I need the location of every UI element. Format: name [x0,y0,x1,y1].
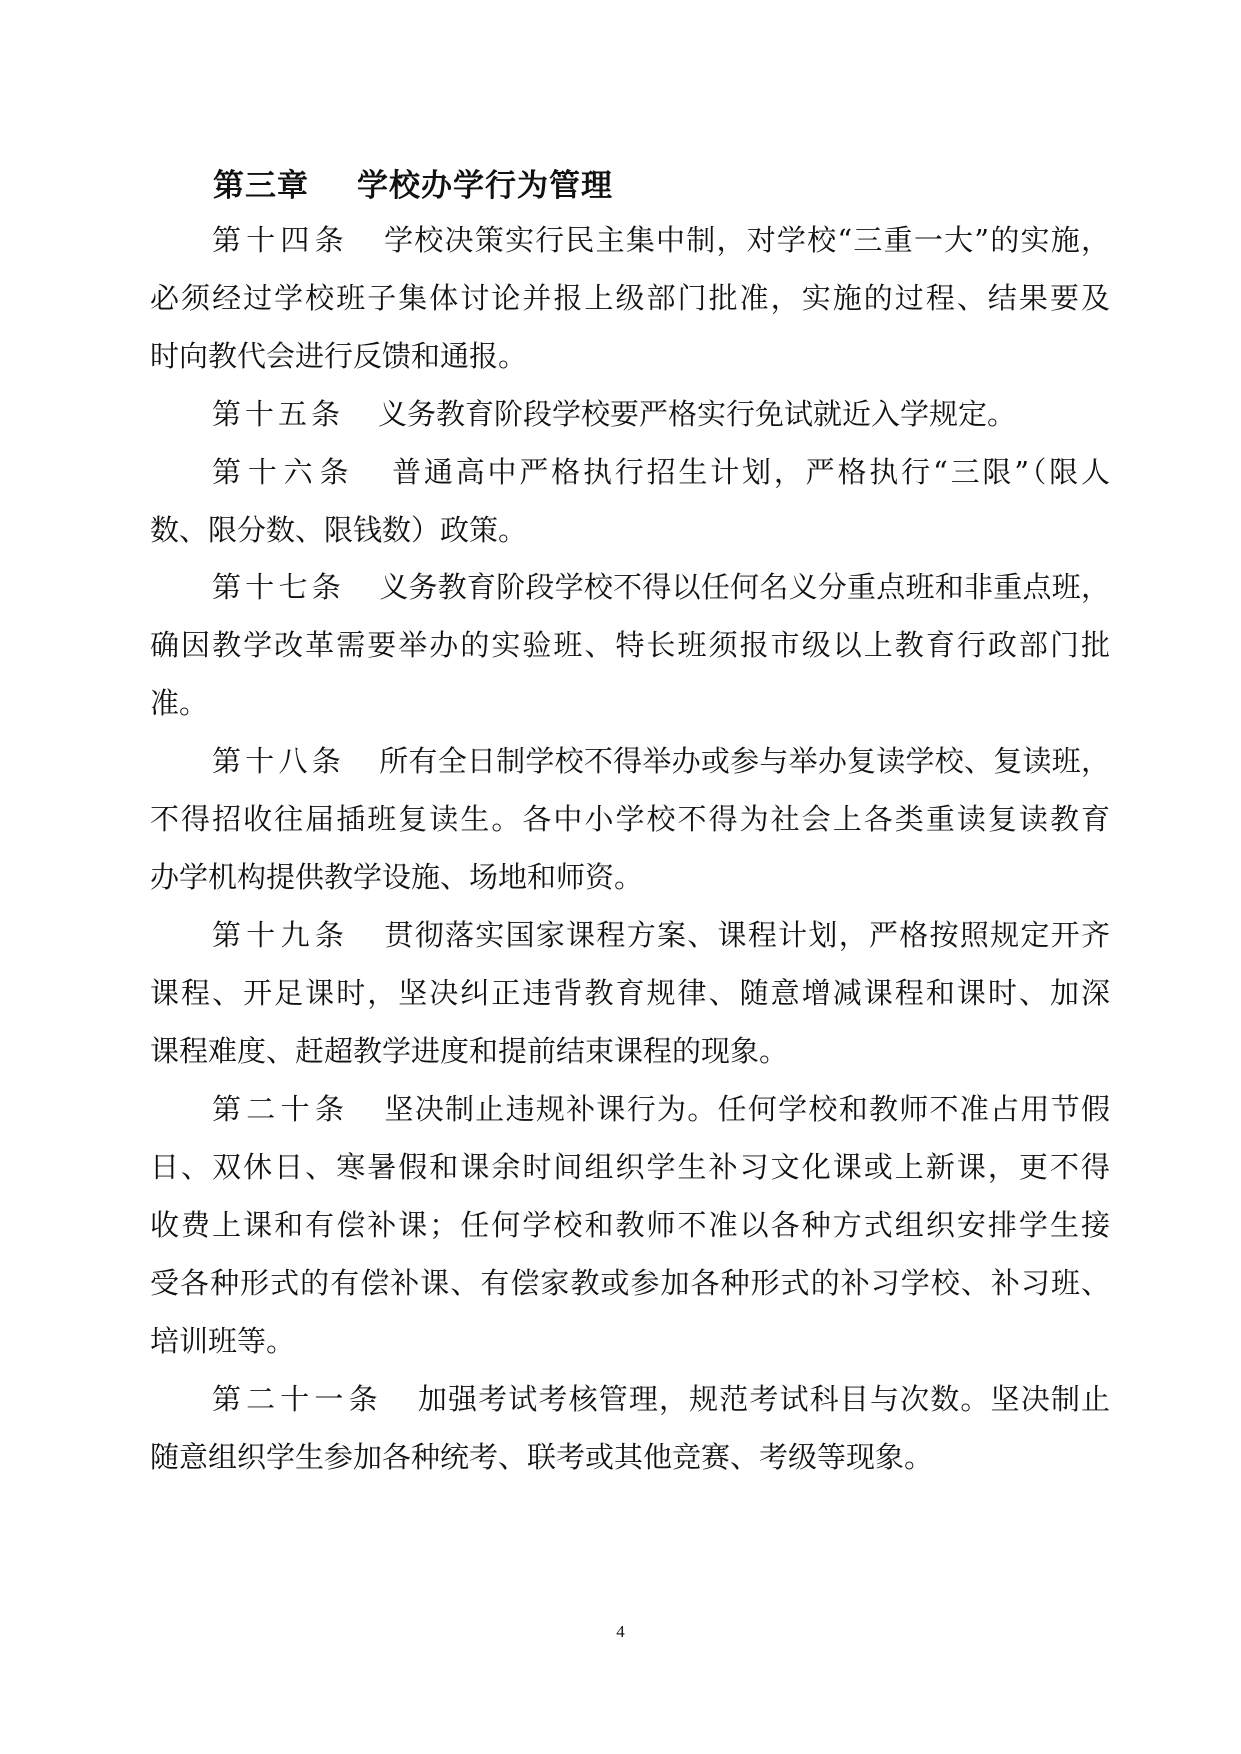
article-20-line-3: 收费上课和有偿补课；任何学校和教师不准以各种方式组织安排学生接 [150,1208,1110,1242]
article-21-line-1 [212,1379,1110,1419]
article-19-line-3: 课程难度、赶超教学进度和提前结束课程的现象。 [150,1034,789,1068]
article-number: 第十八条 [212,744,345,778]
article-17-line-2: 确因教学改革需要举办的实验班、特长班须报市级以上教育行政部门批 [150,628,1110,662]
article-text: 学校决策实行民主集中制，对学校“三重一大”的实施， [382,223,1110,257]
article-21-line-2: 随意组织学生参加各种统考、联考或其他竞赛、考级等现象。 [150,1440,934,1474]
article-number: 第二十条 [212,1092,350,1126]
article-number: 第十六条 [212,455,356,489]
article-number: 第十九条 [212,918,350,952]
article-number: 第十四条 [212,223,349,257]
article-19-line-1 [212,915,1110,955]
article-text: 义务教育阶段学校不得以任何名义分重点班和非重点班， [378,570,1110,604]
article-text: 加强考试考核管理，规范考试科目与次数。坚决制止 [416,1382,1110,1416]
article-text: 义务教育阶段学校要严格实行免试就近入学规定。 [378,397,1017,431]
chapter-number: 第三章 [213,168,309,204]
article-16-line-1 [212,452,1110,492]
chapter-heading [213,160,613,205]
article-17-line-3: 准。 [150,686,209,720]
article-20-line-5: 培训班等。 [150,1324,296,1358]
article-number: 第二十一条 [212,1382,383,1416]
article-14-line-1 [212,220,1110,260]
chapter-title: 学校办学行为管理 [357,168,613,204]
article-16-line-2: 数、限分数、限钱数）政策。 [150,513,528,547]
article-18-line-1 [212,741,1110,781]
article-text: 普通高中严格执行招生计划，严格执行“三限”（限人 [389,455,1110,489]
article-20-line-2: 日、双休日、寒暑假和课余时间组织学生补习文化课或上新课，更不得 [150,1150,1110,1184]
article-text: 贯彻落实国家课程方案、课程计划，严格按照规定开齐 [383,918,1110,952]
article-18-line-2: 不得招收往届插班复读生。各中小学校不得为社会上各类重读复读教育 [150,802,1110,836]
article-number: 第十七条 [212,570,345,604]
page-number: 4 [616,1622,625,1641]
article-15-line-1 [212,394,1110,434]
article-14-line-3: 时向教代会进行反馈和通报。 [150,339,528,373]
article-text: 坚决制止违规补课行为。任何学校和教师不准占用节假 [383,1092,1110,1126]
article-18-line-3: 办学机构提供教学设施、场地和师资。 [150,860,644,894]
article-number: 第十五条 [212,397,345,431]
article-20-line-4: 受各种形式的有偿补课、有偿家教或参加各种形式的补习学校、补习班、 [150,1266,1110,1300]
article-text: 所有全日制学校不得举办或参与举办复读学校、复读班， [378,744,1110,778]
article-17-line-1 [212,567,1110,607]
article-20-line-1 [212,1089,1110,1129]
article-19-line-2: 课程、开足课时，坚决纠正违背教育规律、随意增减课程和课时、加深 [150,976,1110,1010]
article-14-line-2: 必须经过学校班子集体讨论并报上级部门批准，实施的过程、结果要及 [150,281,1110,315]
